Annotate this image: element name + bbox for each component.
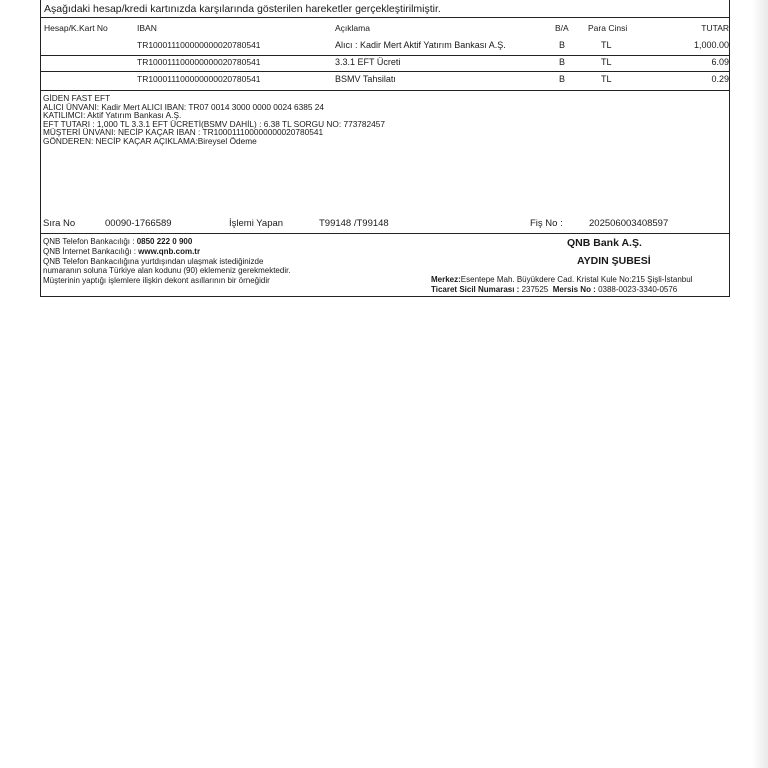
divider bbox=[41, 233, 729, 234]
headquarters: Merkez:Esentepe Mah. Büyükdere Cad. Kristal Kule No:215 Şişli-İstanbul bbox=[431, 275, 693, 284]
sequence-label: Sıra No bbox=[43, 218, 76, 229]
details-line: KATILIMCI: Aktif Yatırım Bankası A.Ş. bbox=[43, 110, 182, 121]
branch-name: AYDIN ŞUBESİ bbox=[577, 255, 651, 267]
details-line: GÖNDEREN: NECİP KAÇAR AÇIKLAMA:Bireysel Ödeme bbox=[43, 135, 257, 146]
row-3-iban: TR100011100000000020780541 bbox=[137, 74, 261, 84]
header-currency: Para Cinsi bbox=[588, 23, 628, 33]
header-iban: IBAN bbox=[137, 23, 157, 33]
receipt-label: Fiş No : bbox=[530, 218, 563, 229]
page-edge-shadow bbox=[752, 0, 768, 768]
receipt bbox=[40, 0, 730, 297]
receipt-number: 202506003408597 bbox=[589, 218, 669, 229]
row-1-iban: TR100011100000000020780541 bbox=[137, 40, 261, 50]
divider bbox=[41, 90, 729, 91]
row-2-ba: B bbox=[559, 57, 566, 67]
row-3-currency: TL bbox=[601, 74, 612, 84]
website: www.qnb.com.tr bbox=[138, 247, 201, 256]
sequence-value: 00090-1766589 bbox=[105, 218, 172, 229]
bank-name: QNB Bank A.Ş. bbox=[567, 237, 642, 249]
row-3-description: BSMV Tahsilatı bbox=[335, 74, 396, 84]
operator-value: T99148 /T99148 bbox=[319, 218, 389, 229]
internet-banking: QNB İnternet Bankacılığı : www.qnb.com.tr bbox=[43, 247, 201, 256]
copy-note: Müşterinin yaptığı işlemlere ilişkin dekont asıllarının bir örneğidir bbox=[43, 276, 270, 285]
row-1-description: Alıcı : Kadir Mert Aktif Yatırım Bankası A.Ş. bbox=[335, 40, 506, 50]
details-line: EFT TUTARI : 1,000 TL 3.3.1 EFT ÜCRETİ(BSMV DAHİL) : 6.38 TL SORGU NO: 773782457 bbox=[43, 118, 385, 129]
intro-text: Aşağıdaki hesap/kredi kartınızda karşılarında gösterilen hareketler gerçekleştirilmiştir. bbox=[44, 3, 441, 15]
row-1-amount: 1,000.00 bbox=[693, 40, 729, 50]
divider bbox=[41, 17, 729, 18]
details-line: GİDEN FAST EFT bbox=[43, 93, 111, 103]
divider bbox=[41, 55, 729, 56]
row-2-amount: 6.09 bbox=[711, 57, 729, 67]
transaction-details bbox=[43, 94, 385, 146]
header-account: Hesap/K.Kart No bbox=[44, 23, 108, 33]
header-description: Açıklama bbox=[335, 23, 370, 33]
abroad-note-2: numaranın soluna Türkiye alan kodunu (90) eklemeniz gerekmektedir. bbox=[43, 266, 291, 275]
row-2-description: 3.3.1 EFT Ücreti bbox=[335, 57, 401, 67]
row-3-ba: B bbox=[559, 74, 566, 84]
details-line: MÜŞTERİ ÜNVANI: NECİP KAÇAR IBAN : TR100011100000000020780541 bbox=[43, 127, 324, 138]
divider bbox=[41, 71, 729, 72]
header-amount: TUTAR bbox=[701, 23, 729, 33]
row-1-currency: TL bbox=[601, 40, 612, 50]
phone-number: 0850 222 0 900 bbox=[136, 237, 193, 246]
operator-label: İşlemi Yapan bbox=[229, 218, 284, 229]
header-ba: B/A bbox=[555, 23, 569, 33]
registry-info: Ticaret Sicil Numarası : 237525 Mersis No : 0388-0023-3340-0576 bbox=[431, 285, 678, 294]
row-2-currency: TL bbox=[601, 57, 612, 67]
row-3-amount: 0.29 bbox=[711, 74, 729, 84]
row-2-iban: TR100011100000000020780541 bbox=[137, 57, 261, 67]
details-line: ALICI ÜNVANI: Kadir Mert ALICI IBAN: TR07 0014 3000 0000 0024 6385 24 bbox=[43, 101, 325, 112]
abroad-note-1: QNB Telefon Bankacılığına yurtdışından ulaşmak istediğinizde bbox=[43, 257, 264, 266]
phone-banking: QNB Telefon Bankacılığı : 0850 222 0 900 bbox=[43, 237, 193, 246]
row-1-ba: B bbox=[559, 40, 566, 50]
